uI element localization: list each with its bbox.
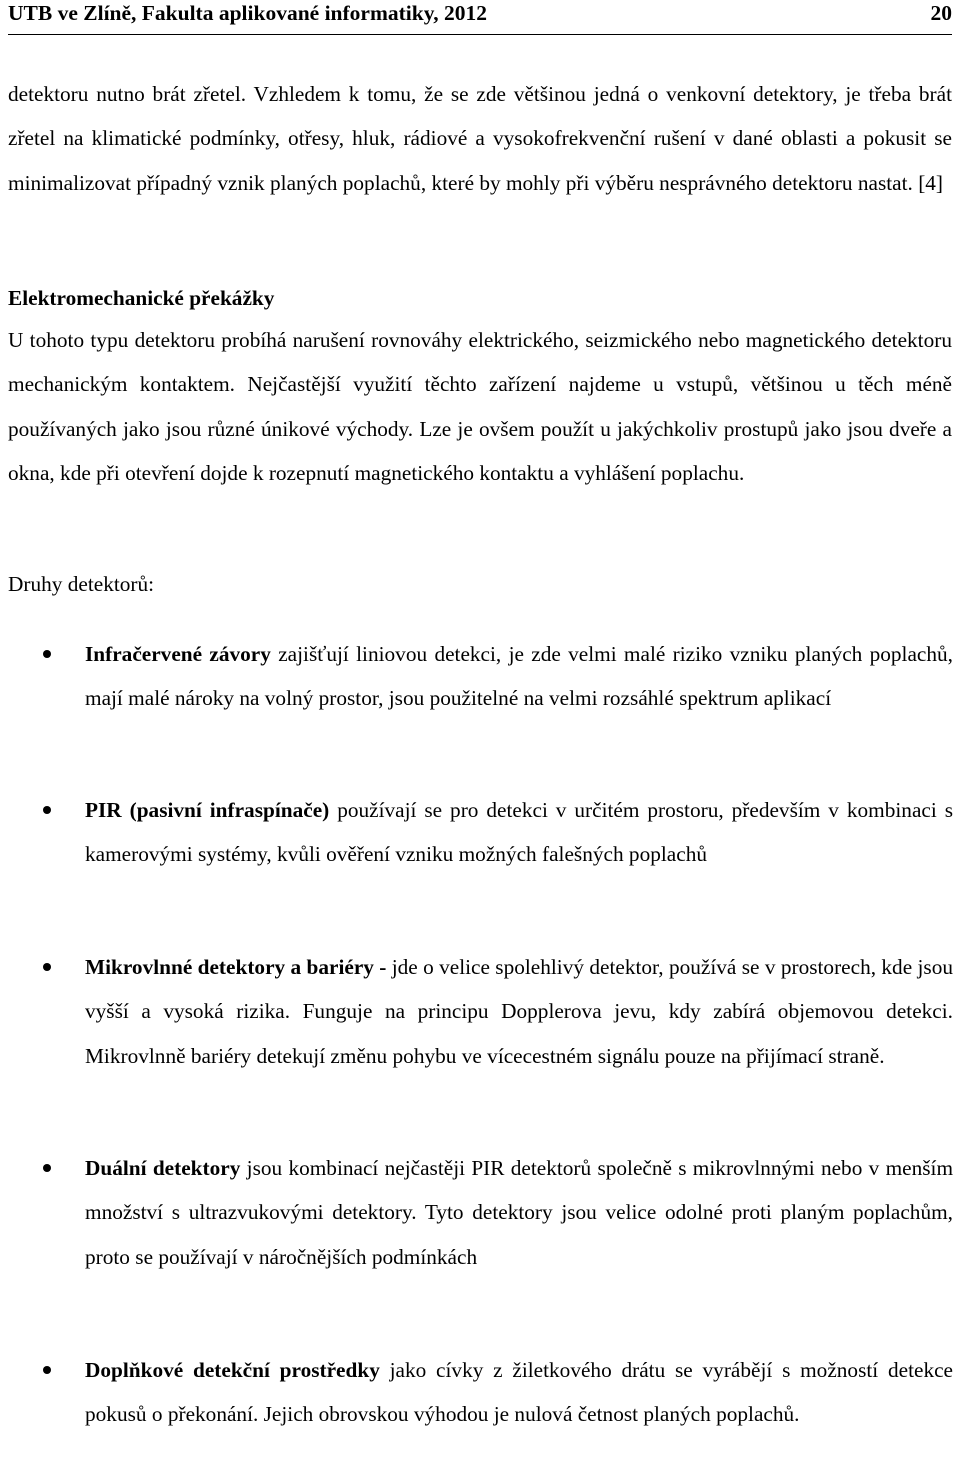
list-item xyxy=(85,788,953,877)
list-item xyxy=(85,1348,953,1437)
paragraph: U tohoto typu detektoru probíhá narušení rovnováhy elektrického, seizmického nebo magnetického detektoru mechanickým kontaktem. Nejčastější využití těchto zařízení najdeme u vstupů, většinou u těch méně používaných jako jsou různé únikové východy. Lze je ovšem použít u jakýchkoliv prostupů jako jsou dveře a okna, kde při otevření dojde k rozepnutí magnetického kontaktu a vyhlášení poplachu. xyxy=(8,328,952,486)
list-item-text: jde o velice spolehlivý detektor, používá se v prostorech, kde jsou vyšší a vysoká rizika. Funguje na principu Dopplerova jevu, kdy zabírá objemovou detekci. Mikrovlnně bariéry detekují změnu pohybu ve vícecestném signálu pouze na přijímací straně. xyxy=(85,955,953,1068)
list-item-text: jako cívky z žiletkového drátu se vyrábějí s možností detekce pokusů o překonání. Jejich obrovskou výhodou je nulová četnost planých poplachů. xyxy=(85,1358,953,1427)
list-item-text: jsou kombinací nejčastěji PIR detektorů společně s mikrovlnnými nebo v menším množství s ultrazvukovými detektory. Tyto detektory jsou velice odolné proti planým poplachům, proto se používají v náročnějších podmínkách xyxy=(85,1156,954,1269)
list-item xyxy=(85,1146,953,1279)
header-title: UTB ve Zlíně, Fakulta aplikované informatiky, 2012 xyxy=(8,1,488,25)
list-item xyxy=(85,632,953,721)
bullet-icon xyxy=(43,963,51,971)
list-item-text: zajišťují liniovou detekci, je zde velmi malé riziko vzniku planých poplachů, mají malé nároky na volný prostor, jsou použitelné na velmi rozsáhlé spektrum aplikací xyxy=(85,642,953,711)
bullet-icon xyxy=(43,1366,51,1374)
list-item-term: Doplňkové detekční prostředky xyxy=(85,1358,380,1382)
paragraph: detektoru nutno brát zřetel. Vzhledem k tomu, že se zde většinou jedná o venkovní detektory, je třeba brát zřetel na klimatické podmínky, otřesy, hluk, rádiové a vysokofrekvenční rušení v dané oblasti a pokusit se minimalizovat případný vznik planých poplachů, které by mohly při výběru nesprávného detektoru nastat. [4] xyxy=(8,82,952,195)
list-item-term: Infračervené závory xyxy=(85,642,271,666)
page-number: 20 xyxy=(930,1,952,25)
bullet-icon xyxy=(43,650,51,658)
list-item-term: PIR (pasivní infraspínače) xyxy=(85,798,330,822)
bullet-icon xyxy=(43,1164,51,1172)
list-item xyxy=(85,945,953,1078)
list-intro: Druhy detektorů: xyxy=(8,572,155,596)
list-item-text: používají se pro detekci v určitém prostoru, především v kombinaci s kamerovými systémy, kvůli ověření vzniku možných falešných poplachů xyxy=(85,798,953,867)
list-item-term: Mikrovlnné detektory a bariéry - xyxy=(85,955,387,979)
bullet-icon xyxy=(43,806,51,814)
list-item-term: Duální detektory xyxy=(85,1156,241,1180)
page-header xyxy=(8,0,952,35)
section-heading: Elektromechanické překážky xyxy=(8,286,275,310)
